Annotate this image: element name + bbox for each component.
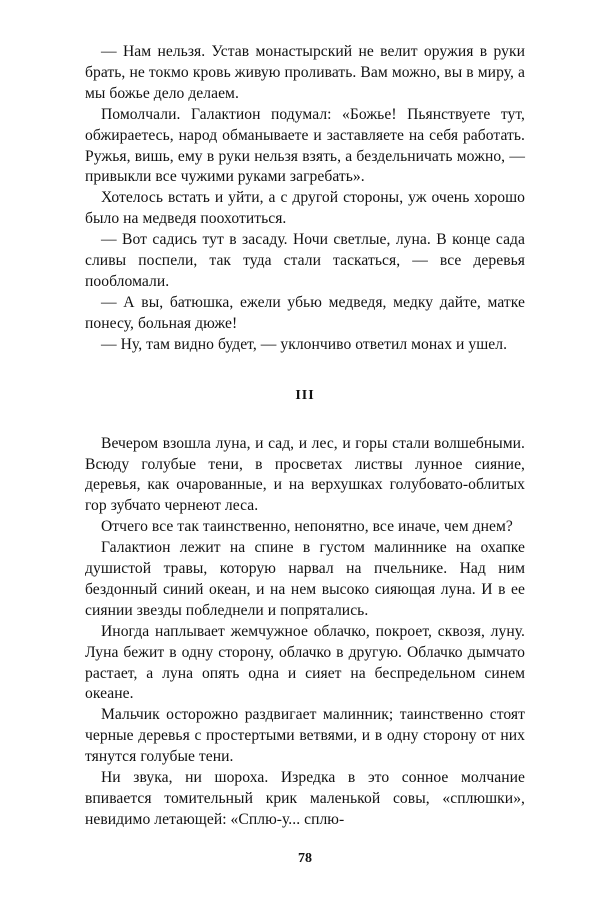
paragraph: — Нам нельзя. Устав монастырский не велит оружия в руки брать, не токмо кровь живую проливать. Вам можно, вы в миру, а мы божье дело делаем. (85, 43, 525, 102)
paragraph: — Вот садись тут в засаду. Ночи светлые, луна. В конце сада сливы поспели, так туда стали таскаться, — все деревья пообломали. (85, 231, 525, 290)
paragraph: Хотелось встать и уйти, а с другой стороны, уж очень хорошо было на медведя поохотиться. (85, 189, 525, 228)
paragraph: Иногда наплывает жемчужное облачко, покроет, сквозя, луну. Луна бежит в одну сторону, облачко в другую. Облачко дымчато растает, а луна опять одна и сияет на беспредельном синем океане. (85, 622, 525, 703)
paragraph: Мальчик осторожно раздвигает малинник; таинственно стоят черные деревья с простертыми ветвями, и в одну сторону от них тянутся голубые тени. (85, 706, 525, 766)
text-block-after (85, 434, 525, 831)
paragraph: Помолчали. Галактион подумал: «Божье! Пьянствуете тут, обжираетесь, народ обманываете и заставляете на себя работать. Ружья, вишь, ему в руки нельзя взять, а бездельничать можно, — привыкли все чужими руками загребать». (85, 105, 525, 186)
text-block-before (85, 42, 525, 356)
book-page (85, 42, 525, 872)
chapter-heading: III (295, 387, 315, 403)
paragraph: Отчего все так таинственно, непонятно, все иначе, чем днем? (101, 518, 513, 536)
paragraph: Ни звука, ни шороха. Изредка в это сонное молчание впивается томительный крик маленькой совы, «сплюшки», невидимо летающей: «Сплю-у... сплю- (85, 769, 525, 828)
paragraph: — А вы, батюшка, ежели убью медведя, медку дайте, матке понесу, больная дюже! (85, 293, 525, 332)
paragraph: Вечером взошла луна, и сад, и лес, и горы стали волшебными. Всюду голубые тени, в просветах листвы лунное сияние, деревья, как очарованные, и на верхушках голубовато-облитых гор зубчато чернеют леса. (85, 434, 525, 515)
paragraph: Галактион лежит на спине в густом малиннике на охапке душистой травы, которую нарвал на пчельнике. Над ним бездонный синий океан, и на нем высоко сияющая луна. И в ее сиянии звезды побледнели и попрятались. (85, 539, 525, 619)
paragraph: — Ну, там видно будет, — уклончиво ответил монах и ушел. (101, 335, 508, 353)
page-number: 78 (298, 851, 312, 866)
